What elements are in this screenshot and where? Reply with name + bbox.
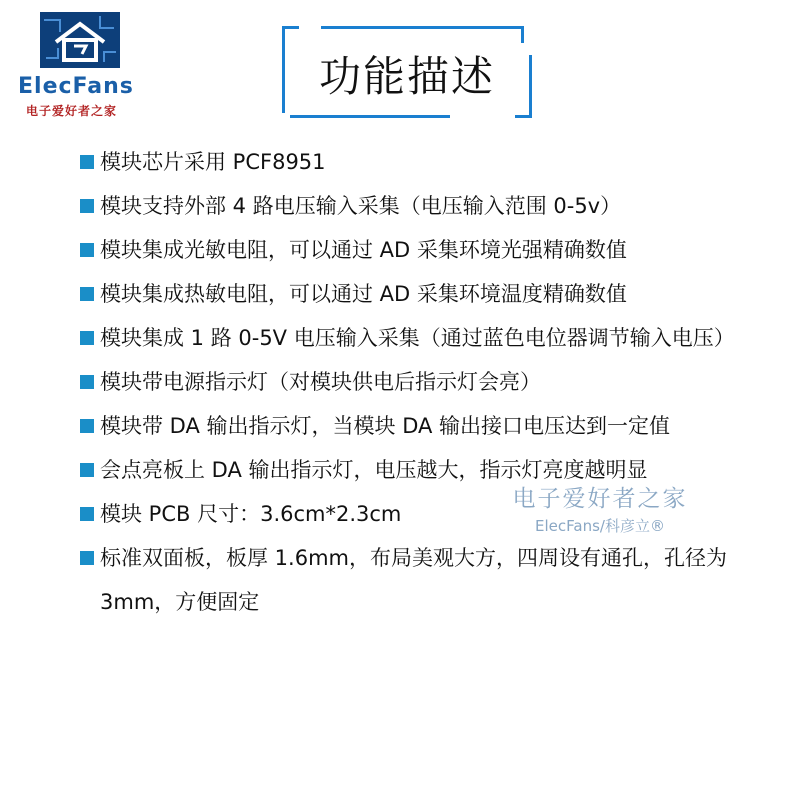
list-item — [78, 404, 758, 448]
list-item — [78, 536, 758, 624]
list-item — [78, 272, 758, 316]
feature-text: 模块集成热敏电阻，可以通过 AD 采集环境温度精确数值 — [100, 282, 627, 306]
square-bullet-icon — [80, 551, 94, 565]
title-frame — [282, 26, 532, 118]
feature-list — [78, 140, 758, 624]
square-bullet-icon — [80, 507, 94, 521]
elecfans-logo — [12, 8, 152, 118]
logo-brand-text: ElecFans — [18, 74, 134, 99]
watermark-main-text: 电子爱好者之家 — [512, 486, 688, 512]
square-bullet-icon — [80, 155, 94, 169]
logo-subtitle: 电子爱好者之家 — [26, 104, 118, 118]
list-item — [78, 140, 758, 184]
square-bullet-icon — [80, 331, 94, 345]
watermark-sub-text: ElecFans/科彦立® — [535, 517, 665, 535]
feature-text: 模块集成光敏电阻，可以通过 AD 采集环境光强精确数值 — [100, 238, 627, 262]
list-item — [78, 316, 758, 360]
square-bullet-icon — [80, 243, 94, 257]
square-bullet-icon — [80, 419, 94, 433]
list-item — [78, 184, 758, 228]
feature-text: 模块带电源指示灯（对模块供电后指示灯会亮） — [100, 370, 541, 394]
feature-text: 模块集成 1 路 0-5V 电压输入采集（通过蓝色电位器调节输入电压） — [100, 326, 735, 350]
square-bullet-icon — [80, 199, 94, 213]
feature-text: 模块芯片采用 PCF8951 — [100, 150, 326, 174]
list-item — [78, 228, 758, 272]
feature-text: 模块支持外部 4 路电压输入采集（电压输入范围 0-5v） — [100, 194, 622, 218]
feature-text: 标准双面板，板厚 1.6mm，布局美观大方，四周设有通孔，孔径为 3mm，方便固定 — [100, 546, 727, 614]
house-circuit-logo-icon — [40, 12, 120, 68]
feature-text: 模块带 DA 输出指示灯，当模块 DA 输出接口电压达到一定值 — [100, 414, 671, 438]
square-bullet-icon — [80, 375, 94, 389]
square-bullet-icon — [80, 287, 94, 301]
page-title: 功能描述 — [318, 52, 495, 101]
feature-text: 模块 PCB 尺寸：3.6cm*2.3cm — [100, 502, 402, 526]
list-item — [78, 360, 758, 404]
feature-text: 会点亮板上 DA 输出指示灯，电压越大，指示灯亮度越明显 — [100, 458, 648, 482]
square-bullet-icon — [80, 463, 94, 477]
watermark — [470, 480, 730, 536]
